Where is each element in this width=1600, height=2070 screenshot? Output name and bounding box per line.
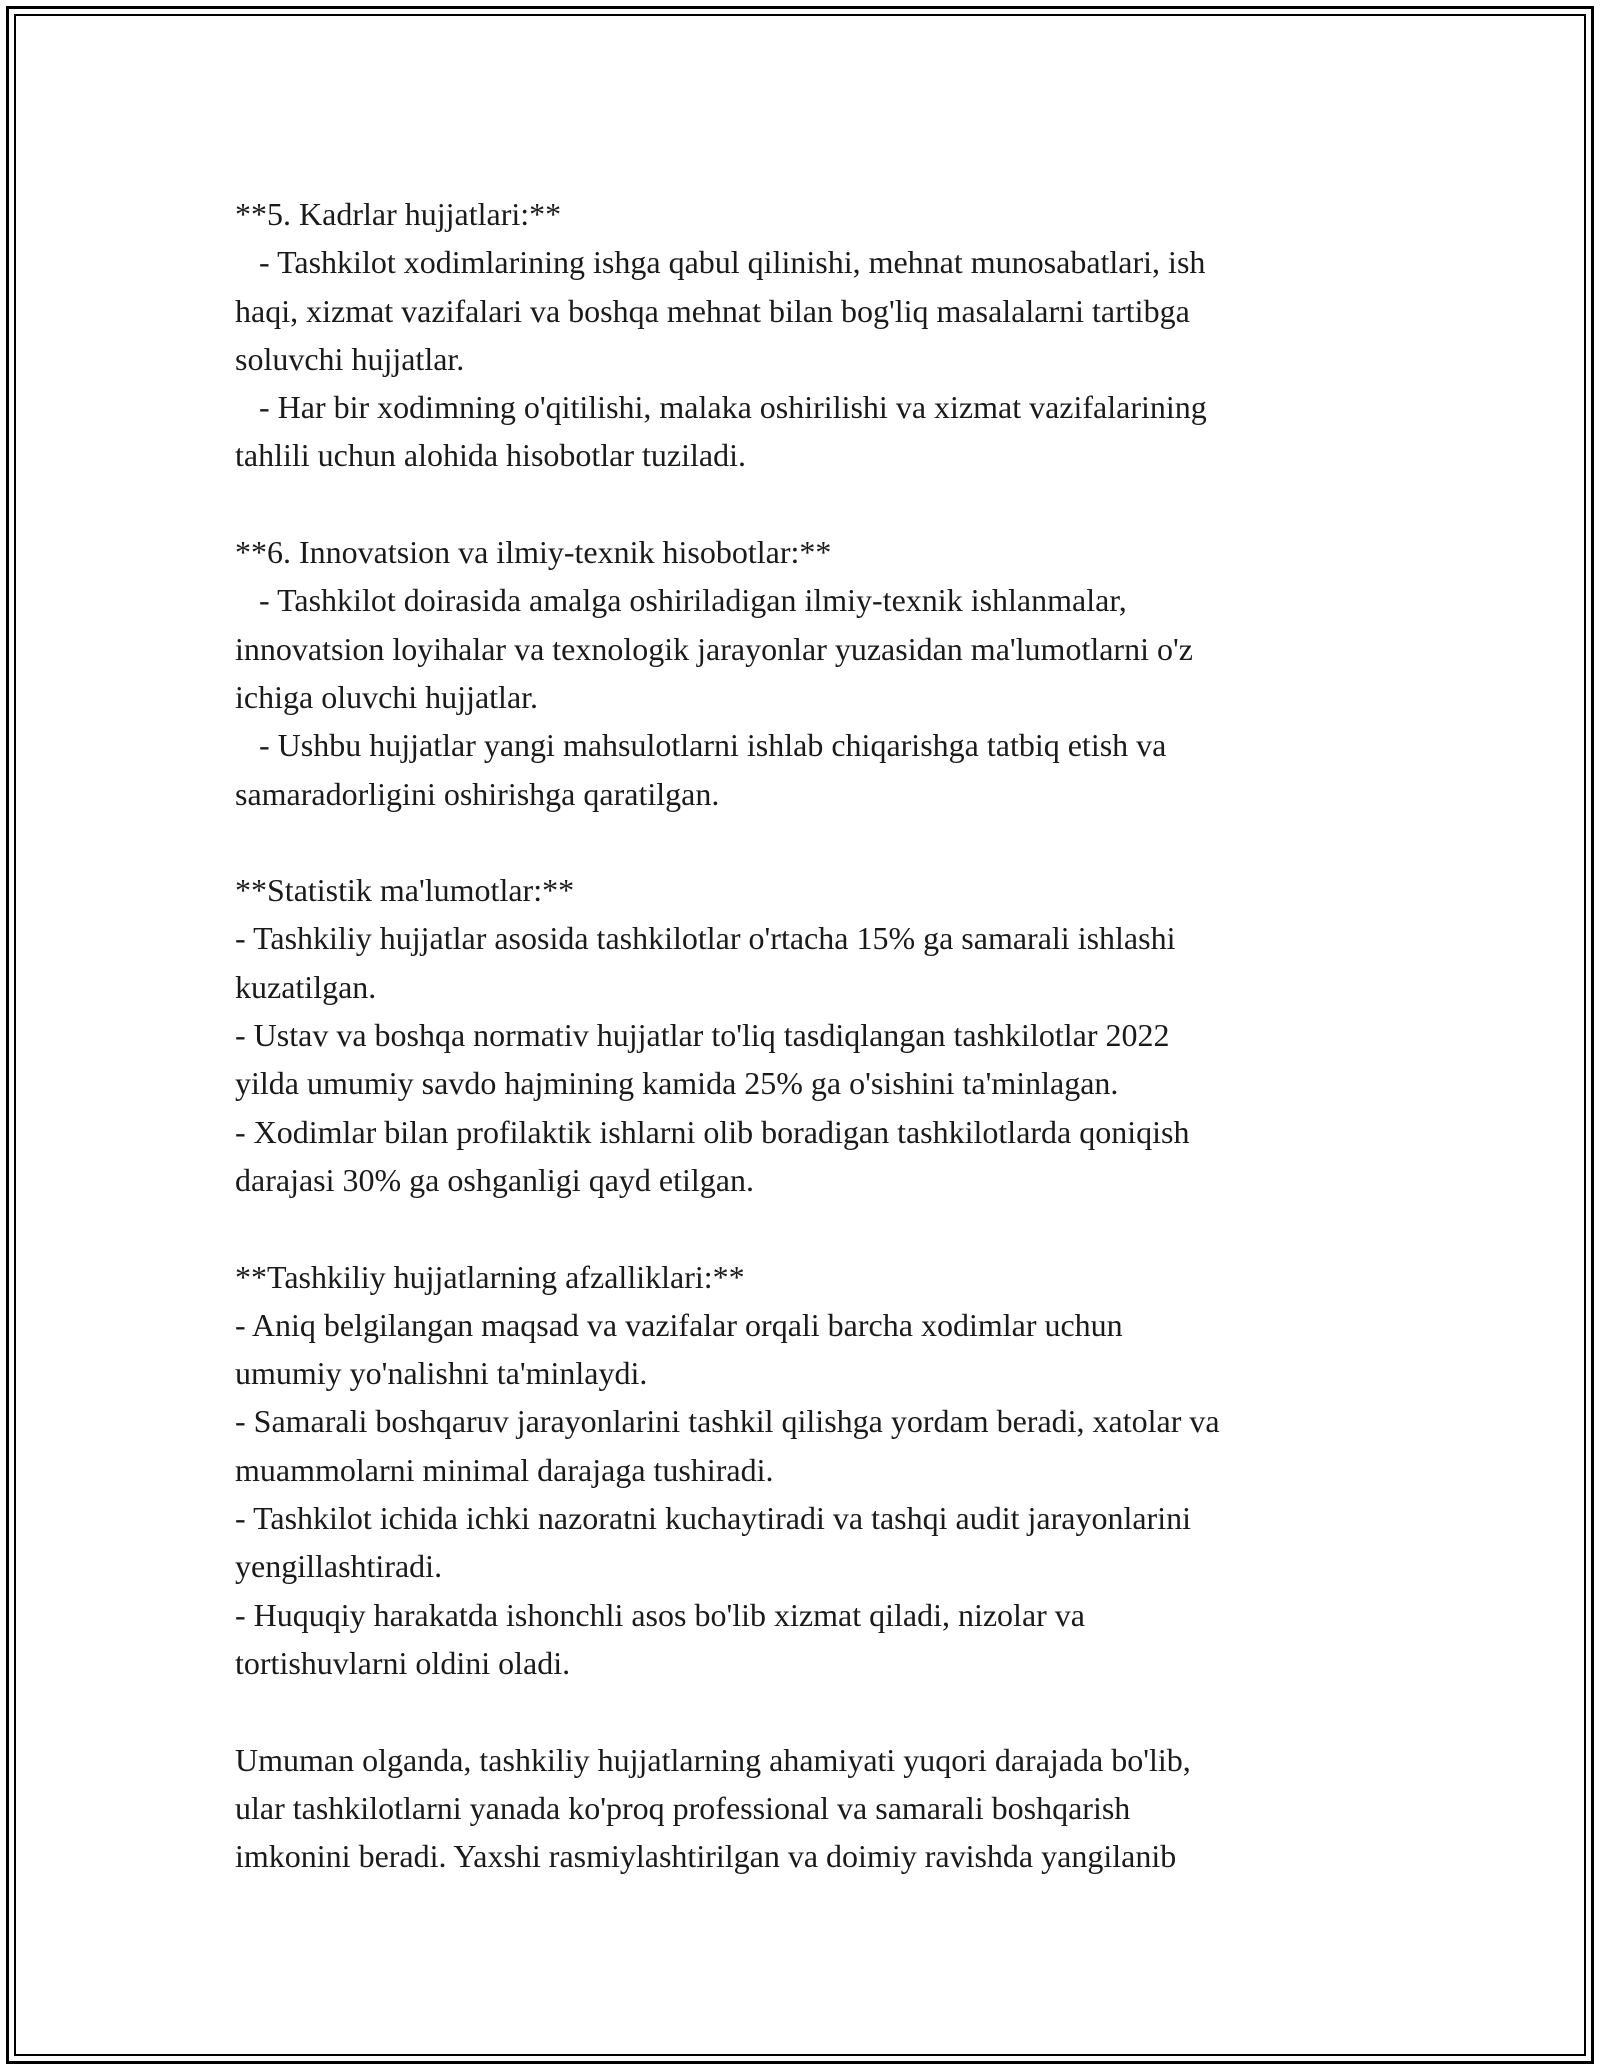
text-line: - Xodimlar bilan profilaktik ishlarni olib boradigan tashkilotlarda qoniqish <box>235 1113 1190 1150</box>
text-line: yengillashtiradi. <box>235 1548 443 1585</box>
text-line: - Tashkilot ichida ichki nazoratni kuchaytiradi va tashqi audit jarayonlarini <box>235 1500 1191 1537</box>
text-line: imkonini beradi. Yaxshi rasmiylashtirilgan va doimiy ravishda yangilanib <box>235 1838 1177 1875</box>
text-line: umumiy yo'nalishni ta'minlaydi. <box>235 1355 648 1392</box>
text-line <box>235 1687 1385 1735</box>
text-line: kuzatilgan. <box>235 968 377 1005</box>
text-line: muammolarni minimal darajaga tushiradi. <box>235 1451 774 1488</box>
text-line: haqi, xizmat vazifalari va boshqa mehnat bilan bog'liq masalalarni tartibga <box>235 292 1190 329</box>
text-line: - Ushbu hujjatlar yangi mahsulotlarni ishlab chiqarishga tatbiq etish va <box>235 727 1167 764</box>
text-line <box>235 1204 1385 1252</box>
text-line: Umuman olganda, tashkiliy hujjatlarning ahamiyati yuqori darajada bo'lib, <box>235 1741 1191 1778</box>
text-line: darajasi 30% ga oshganligi qayd etilgan. <box>235 1161 754 1198</box>
text-line: **5. Kadrlar hujjatlari:** <box>235 196 562 232</box>
text-line: **Statistik ma'lumotlar:** <box>235 872 575 909</box>
text-line: - Tashkilot xodimlarining ishga qabul qilinishi, mehnat munosabatlari, ish <box>235 244 1206 281</box>
text-line: - Tashkiliy hujjatlar asosida tashkilotlar o'rtacha 15% ga samarali ishlashi <box>235 920 1176 957</box>
text-line: ichiga oluvchi hujjatlar. <box>235 678 539 715</box>
text-line: - Ustav va boshqa normativ hujjatlar to'liq tasdiqlangan tashkilotlar 2022 <box>235 1017 1170 1054</box>
text-line: samaradorligini oshirishga qaratilgan. <box>235 775 720 812</box>
text-line: soluvchi hujjatlar. <box>235 340 465 377</box>
document-body <box>235 190 1385 1880</box>
text-line: innovatsion loyihalar va texnologik jarayonlar yuzasidan ma'lumotlarni o'z <box>235 630 1193 667</box>
text-line: tahlili uchun alohida hisobotlar tuziladi. <box>235 437 746 474</box>
text-line: - Huquqiy harakatda ishonchli asos bo'lib xizmat qiladi, nizolar va <box>235 1596 1085 1633</box>
text-line: yilda umumiy savdo hajmining kamida 25% ga o'sishini ta'minlagan. <box>235 1065 1119 1102</box>
text-line <box>235 480 1385 528</box>
text-line: ular tashkilotlarni yanada ko'proq professional va samarali boshqarish <box>235 1789 1131 1826</box>
text-line: **6. Innovatsion va ilmiy-texnik hisobotlar:** <box>235 534 832 571</box>
text-line <box>235 818 1385 866</box>
text-line: **Tashkiliy hujjatlarning afzalliklari:** <box>235 1258 745 1295</box>
text-line: tortishuvlarni oldini oladi. <box>235 1644 571 1681</box>
text-line: - Aniq belgilangan maqsad va vazifalar orqali barcha xodimlar uchun <box>235 1306 1123 1343</box>
text-line: - Samarali boshqaruv jarayonlarini tashkil qilishga yordam beradi, xatolar va <box>235 1403 1220 1440</box>
text-line: - Har bir xodimning o'qitilishi, malaka oshirilishi va xizmat vazifalarining <box>235 389 1207 426</box>
text-line: - Tashkilot doirasida amalga oshiriladigan ilmiy-texnik ishlanmalar, <box>235 582 1127 619</box>
